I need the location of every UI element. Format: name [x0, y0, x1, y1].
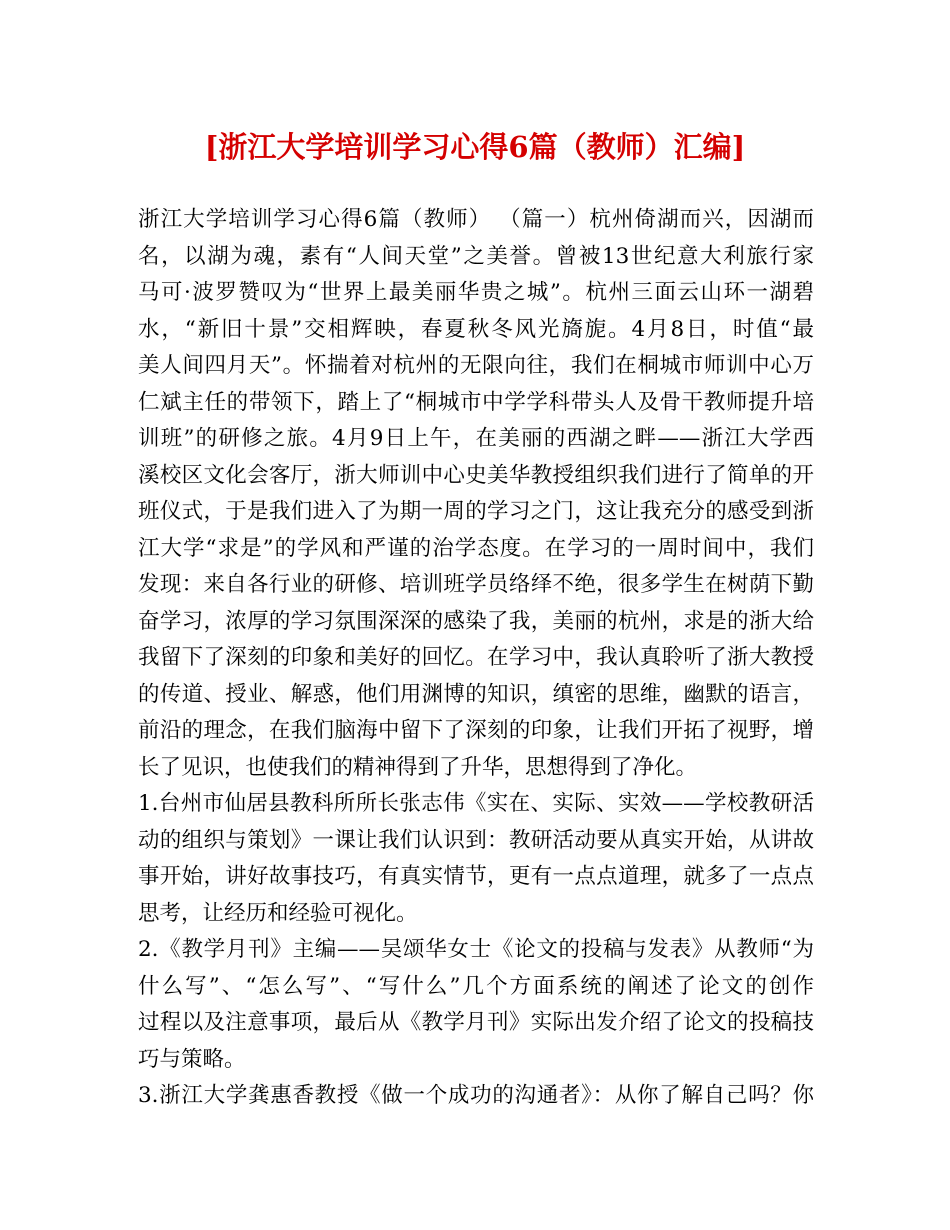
body-line: 的传道、授业、解惑，他们用渊博的知识，缜密的思维，幽默的语言， [138, 681, 814, 707]
body-line: 1.台州市仙居县教科所所长张志伟《实在、实际、实效——学校教研活 [138, 791, 814, 816]
body-line: 过程以及注意事项，最后从《教学月刊》实际出发介绍了论文的投稿技 [138, 1010, 814, 1035]
body-line: 动的组织与策划》一课让我们认识到：教研活动要从真实开始，从讲故 [138, 827, 814, 853]
body-line: 思考，让经历和经验可视化。 [138, 900, 418, 926]
body-line: 班仪式，于是我们进入了为期一周的学习之门，这让我充分的感受到浙 [138, 499, 814, 524]
body-line: 事开始，讲好故事技巧，有真实情节，更有一点点道理，就多了一点点 [138, 864, 814, 889]
body-line: 巧与策略。 [138, 1046, 246, 1072]
body-line: 前沿的理念，在我们脑海中留下了深刻的印象，让我们开拓了视野，增 [138, 718, 814, 743]
document-body [138, 202, 814, 1115]
body-line: 2.《教学月刊》主编——吴颂华女士《论文的投稿与发表》从教师“为 [138, 937, 814, 962]
body-line: 马可·波罗赞叹为“世界上最美丽华贵之城”。杭州三面云山环一湖碧 [138, 280, 814, 305]
body-line: 训班”的研修之旅。4月9日上午，在美丽的西湖之畔——浙江大学西 [138, 426, 814, 451]
body-line: 美人间四月天”。怀揣着对杭州的无限向往，我们在桐城市师训中心万 [138, 353, 814, 378]
body-line: 江大学“求是”的学风和严谨的治学态度。在学习的一周时间中，我们 [138, 535, 814, 561]
body-line: 奋学习，浓厚的学习氛围深深的感染了我，美丽的杭州，求是的浙大给 [138, 608, 814, 634]
body-line: 水，“新旧十景”交相辉映，春夏秋冬风光旖旎。4月8日，时值“最 [138, 316, 814, 342]
body-line: 仁斌主任的带领下，踏上了“桐城市中学学科带头人及骨干教师提升培 [138, 389, 814, 415]
body-line: 3.浙江大学龚惠香教授《做一个成功的沟通者》：从你了解自己吗？你 [138, 1083, 814, 1108]
body-line: 浙江大学培训学习心得6篇（教师） （篇一）杭州倚湖而兴，因湖而 [138, 207, 814, 232]
body-line: 我留下了深刻的印象和美好的回忆。在学习中，我认真聆听了浙大教授 [138, 645, 814, 670]
body-line: 什么写”、“怎么写”、“写什么”几个方面系统的阐述了论文的创作 [138, 973, 814, 999]
document-title: [浙江大学培训学习心得6篇（教师）汇编] [204, 130, 746, 164]
body-line: 名，以湖为魂，素有“人间天堂”之美誉。曾被13世纪意大利旅行家 [138, 243, 814, 269]
body-line: 发现：来自各行业的研修、培训班学员络绎不绝，很多学生在树荫下勤 [138, 572, 814, 597]
body-line: 长了见识，也使我们的精神得到了升华，思想得到了净化。 [138, 754, 698, 780]
body-line: 溪校区文化会客厅，浙大师训中心史美华教授组织我们进行了简单的开 [138, 462, 814, 488]
